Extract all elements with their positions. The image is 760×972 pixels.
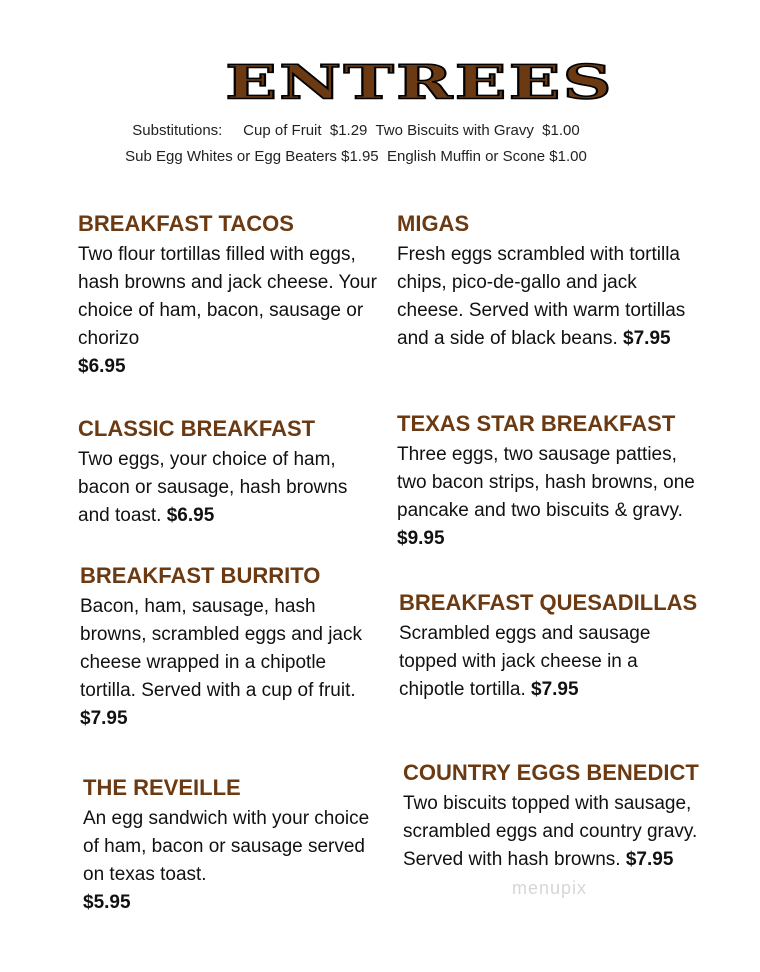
item-name: BREAKFAST QUESADILLAS [399,590,698,615]
substitutions-line-1: Substitutions: Cup of Fruit $1.29 Two Biscuits with Gravy $1.00 [132,122,580,139]
substitutions-line-2: Sub Egg Whites or Egg Beaters $1.95 English Muffin or Scone $1.00 [125,148,587,165]
item-description: Three eggs, two sausage patties, two bacon strips, hash browns, one pancake and two biscuits & gravy. [397,444,695,521]
item-price: $6.95 [78,356,126,377]
menu-item-breakfast-quesadillas [399,590,699,704]
item-price: $7.95 [625,849,674,870]
item-name: CLASSIC BREAKFAST [78,416,316,441]
menu-item-the-reveille [83,775,383,917]
item-price: $7.95 [80,708,128,729]
item-price: $5.95 [83,892,131,913]
item-price: $7.95 [531,679,579,700]
watermark: menupix [512,878,588,898]
item-name: MIGAS [397,211,470,236]
item-description: Two eggs, your choice of ham, bacon or sausage, hash browns and toast. [78,449,348,526]
menu-item-breakfast-tacos [78,211,378,381]
item-price: $6.95 [166,505,215,526]
item-description: Two biscuits topped with sausage, scrambled eggs and country gravy. Served with hash browns. [403,793,698,870]
item-name: BREAKFAST BURRITO [80,563,321,588]
menu-item-breakfast-burrito [80,563,380,733]
item-description: Fresh eggs scrambled with tortilla chips, pico-de-gallo and jack cheese. Served with warm tortillas and a side of black beans. [397,244,686,349]
menu-item-classic-breakfast [78,416,378,530]
item-name: BREAKFAST TACOS [78,211,294,236]
item-description: An egg sandwich with your choice of ham, bacon or sausage served on texas toast. [83,808,370,885]
item-price: $7.95 [623,328,671,349]
menu-item-country-eggs-benedict [403,760,703,874]
page-title: ENTREES [225,55,614,111]
item-description: Bacon, ham, sausage, hash browns, scrambled eggs and jack cheese wrapped in a chipotle tortilla. Served with a cup of fruit. [80,596,362,701]
item-price: $9.95 [397,528,445,549]
item-description: Two flour tortillas filled with eggs, hash browns and jack cheese. Your choice of ham, bacon, sausage or chorizo [78,244,377,349]
item-name: THE REVEILLE [83,775,241,800]
item-name: COUNTRY EGGS BENEDICT [403,760,699,785]
item-name: TEXAS STAR BREAKFAST [397,411,676,436]
menu-item-texas-star-breakfast [397,411,697,553]
item-description: Scrambled eggs and sausage topped with jack cheese in a chipotle tortilla. [399,623,651,700]
menu-item-migas [397,211,697,353]
